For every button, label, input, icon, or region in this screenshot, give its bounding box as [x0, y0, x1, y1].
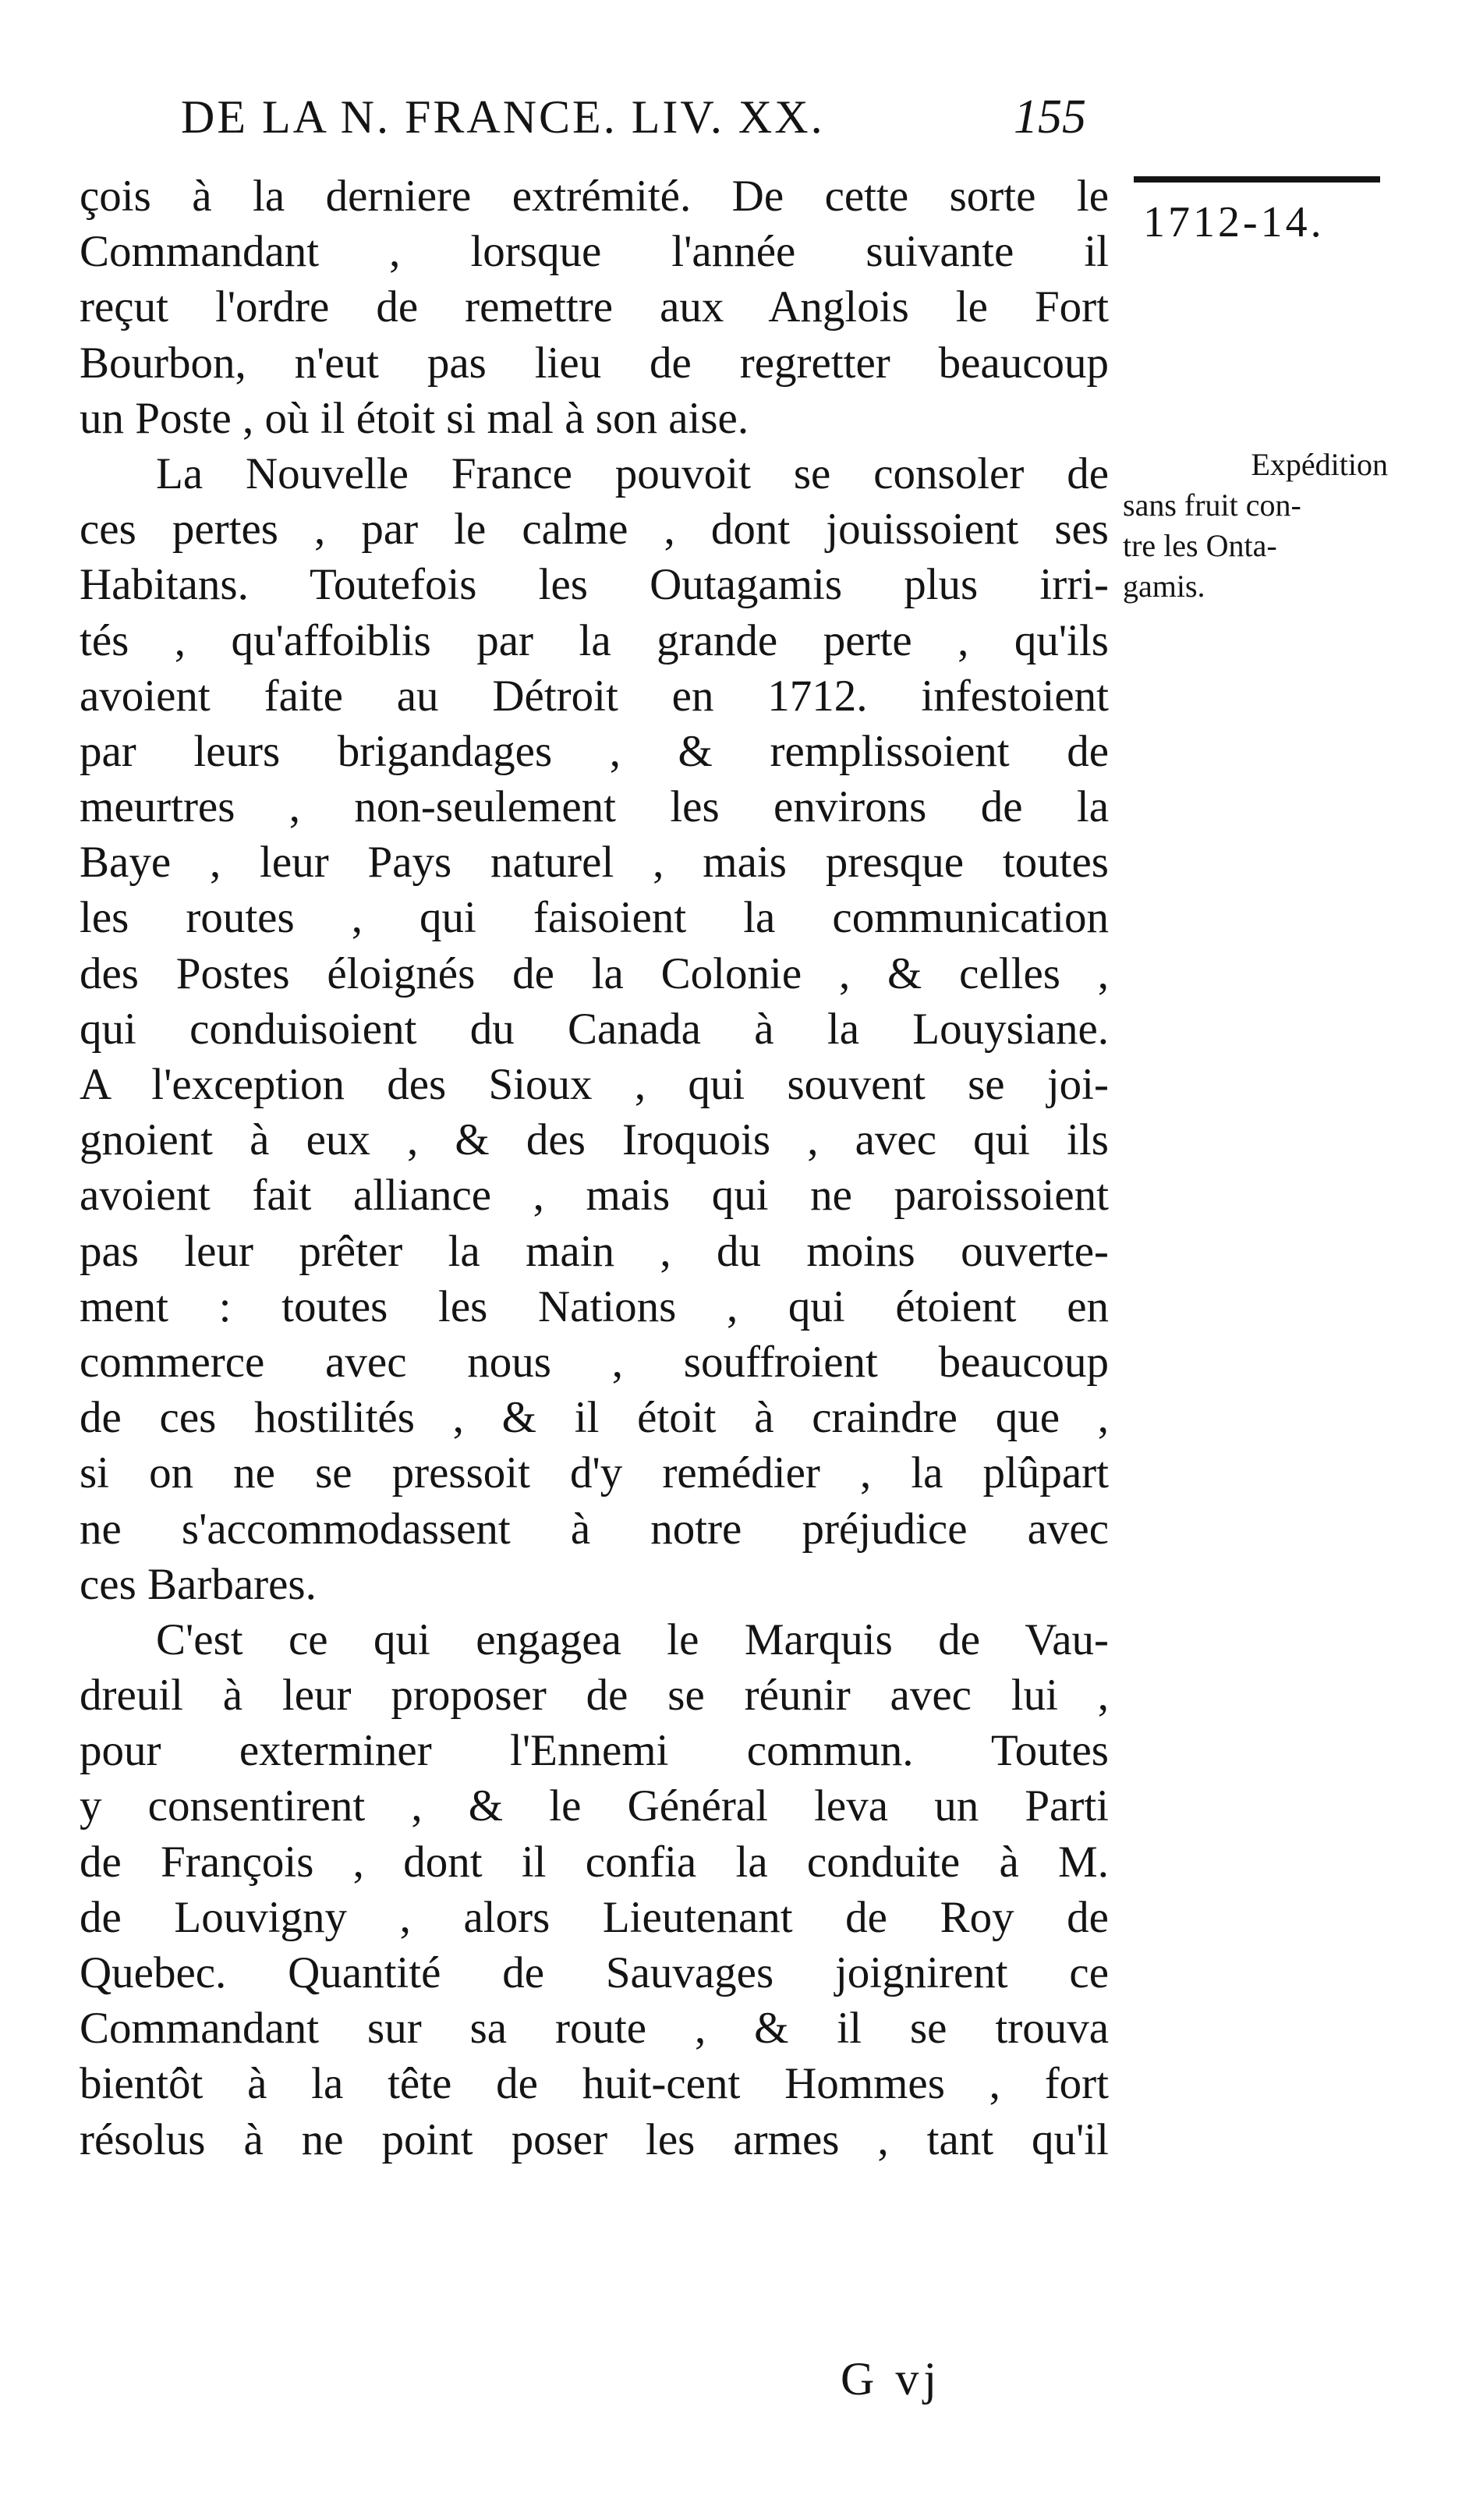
text-line: pour exterminer l'Ennemi commun. Toutes — [80, 1726, 1109, 1776]
text-line: avoient faite au Détroit en 1712. infestoient — [80, 671, 1109, 721]
running-head — [181, 86, 825, 148]
text-line: Bourbon, n'eut pas lieu de regretter beaucoup — [80, 338, 1109, 388]
text-line: ces pertes , par le calme , dont jouissoient ses — [80, 505, 1109, 555]
text-line: les routes , qui faisoient la communication — [80, 893, 1109, 943]
running-head-title: DE LA N. FRANCE. LIV. XX. — [181, 91, 825, 143]
text-line: qui conduisoient du Canada à la Louysiane. — [80, 1004, 1109, 1054]
catchword: G vj — [841, 2353, 941, 2405]
text-line: A l'exception des Sioux , qui souvent se joi- — [80, 1060, 1109, 1109]
text-line: reçut l'ordre de remettre aux Anglois le Fort — [80, 282, 1109, 332]
margin-date: 1712-14. — [1143, 198, 1325, 246]
text-line: si on ne se pressoit d'y remédier , la plûpart — [80, 1448, 1109, 1498]
text-line: y consentirent , & le Général leva un Parti — [80, 1781, 1109, 1831]
text-line: des Postes éloignés de la Colonie , & celles , — [80, 948, 1109, 998]
text-line: de ces hostilités , & il étoit à craindre que , — [80, 1393, 1109, 1443]
text-line: Habitans. Toutefois les Outagamis plus irri- — [80, 560, 1109, 610]
text-line: avoient fait alliance , mais qui ne paroissoient — [80, 1171, 1109, 1221]
sidenote-line: tre les Onta- — [1123, 528, 1277, 563]
text-line: un Poste , où il étoit si mal à son aise. — [80, 393, 749, 443]
sidenote — [1123, 445, 1388, 607]
text-line: meurtres , non-seulement les environs de la — [80, 782, 1109, 832]
page-number: 155 — [1014, 90, 1086, 144]
text-line: de François , dont il confia la conduite à M. — [80, 1837, 1109, 1887]
text-line: ne s'accommodassent à notre préjudice avec — [80, 1504, 1109, 1554]
text-line: Commandant , lorsque l'année suivante il — [80, 227, 1109, 277]
text-line: La Nouvelle France pouvoit se consoler de — [156, 448, 1109, 498]
text-line: bientôt à la tête de huit-cent Hommes , fort — [80, 2059, 1109, 2109]
text-line: par leurs brigandages , & remplissoient de — [80, 726, 1109, 776]
margin-rule — [1134, 176, 1380, 183]
text-line: Baye , leur Pays naturel , mais presque toutes — [80, 838, 1109, 888]
text-line: ces Barbares. — [80, 1559, 317, 1609]
text-line: çois à la derniere extrémité. De cette sorte le — [80, 172, 1109, 221]
text-line: C'est ce qui engagea le Marquis de Vau- — [156, 1614, 1109, 1664]
text-line: commerce avec nous , souffroient beaucoup — [80, 1337, 1109, 1387]
sidenote-line: sans fruit con- — [1123, 487, 1301, 523]
text-line: dreuil à leur proposer de se réunir avec lui , — [80, 1671, 1109, 1721]
text-line: Quebec. Quantité de Sauvages joignirent ce — [80, 1948, 1109, 1997]
text-line: Commandant sur sa route , & il se trouva — [80, 2004, 1109, 2054]
sidenote-line: gamis. — [1123, 569, 1205, 604]
text-line: pas leur prêter la main , du moins ouverte- — [80, 1226, 1109, 1276]
sidenote-line: Expédition — [1251, 447, 1388, 482]
text-line: ment : toutes les Nations , qui étoient en — [80, 1281, 1109, 1331]
body-text — [80, 168, 1109, 2167]
text-line: de Louvigny , alors Lieutenant de Roy de — [80, 1892, 1109, 1942]
text-line: tés , qu'affoiblis par la grande perte , qu'ils — [80, 615, 1109, 665]
text-line: gnoient à eux , & des Iroquois , avec qui ils — [80, 1115, 1109, 1165]
text-line: résolus à ne point poser les armes , tant qu'il — [80, 2114, 1109, 2164]
